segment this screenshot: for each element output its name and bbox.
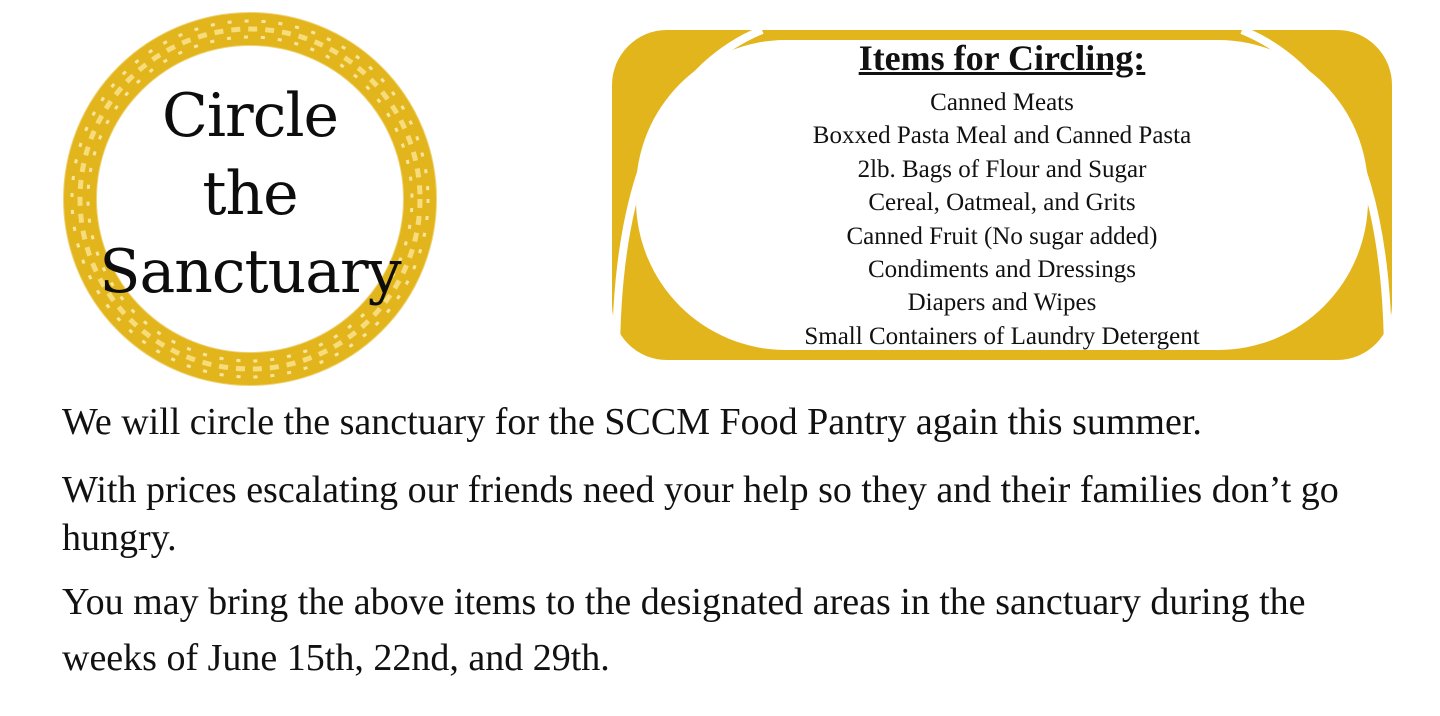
list-item: Diapers and Wipes — [907, 289, 1097, 317]
paragraph-dates: You may bring the above items to the designated areas in the sanctuary during the weeks of June 15th, 22nd, and 29th. — [62, 581, 1306, 679]
list-item: Canned Fruit (No sugar added) — [846, 222, 1158, 250]
paragraph-intro: We will circle the sanctuary for the SCCM Food Pantry again this summer. — [62, 401, 1202, 443]
logo-word-sanctuary: Sanctuary — [99, 237, 401, 307]
items-title: Items for Circling: — [858, 38, 1146, 78]
list-item: Boxxed Pasta Meal and Canned Pasta — [812, 122, 1192, 150]
list-item: Canned Meats — [930, 89, 1074, 116]
items-list — [612, 86, 1392, 353]
announcement-text — [62, 398, 1392, 686]
list-item: Small Containers of Laundry Detergent — [804, 322, 1200, 350]
logo-word-circle: Circle — [161, 81, 339, 151]
list-item: Cereal, Oatmeal, and Grits — [868, 189, 1136, 217]
paragraph-need: With prices escalating our friends need your help so they and their families don’t go hungry. — [62, 469, 1339, 559]
logo-word-the: the — [202, 159, 298, 229]
items-for-circling-box — [612, 30, 1392, 360]
list-item: Condiments and Dressings — [867, 256, 1137, 284]
circle-the-sanctuary-logo — [60, 12, 440, 387]
list-item: 2lb. Bags of Flour and Sugar — [857, 155, 1147, 183]
